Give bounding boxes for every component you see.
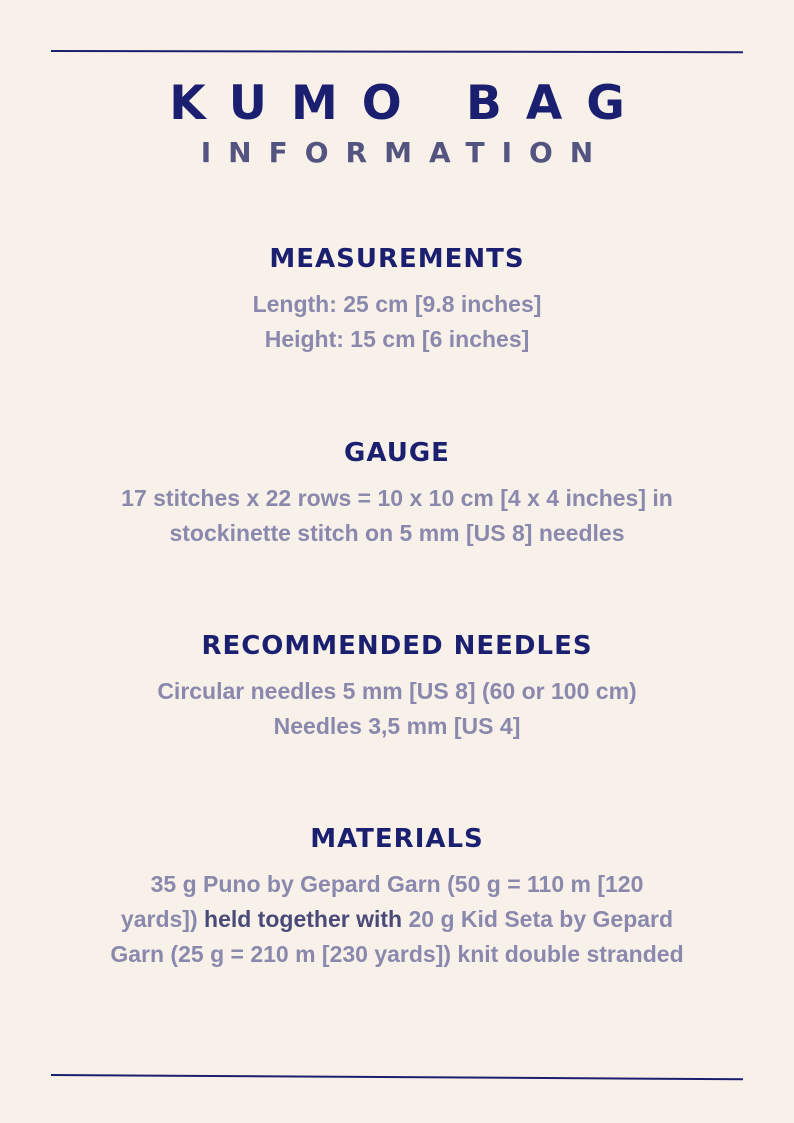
materials-section: [0, 821, 794, 972]
materials-line-2-start: yards]): [120, 906, 198, 932]
top-divider: [51, 50, 743, 53]
materials-line-2: [0, 902, 794, 937]
measurements-heading: MEASUREMENTS: [269, 244, 525, 274]
bottom-divider: [51, 1074, 743, 1080]
gauge-heading: GAUGE: [344, 438, 450, 468]
measurements-height: Height: 15 cm [6 inches]: [264, 326, 530, 352]
materials-line-3: Garn (25 g = 210 m [230 yards]) knit double stranded: [110, 941, 684, 967]
needles-line-2: Needles 3,5 mm [US 4]: [273, 713, 521, 739]
needles-section: [0, 628, 794, 744]
gauge-section: [0, 435, 794, 551]
materials-held-together: held together with: [204, 906, 403, 932]
materials-heading: MATERIALS: [310, 824, 484, 854]
needles-line-1: Circular needles 5 mm [US 8] (60 or 100 cm): [157, 678, 637, 704]
page-subtitle: INFORMATION: [200, 136, 611, 169]
materials-line-1: 35 g Puno by Gepard Garn (50 g = 110 m [120: [150, 871, 644, 897]
needles-heading: RECOMMENDED NEEDLES: [201, 631, 593, 661]
measurements-section: [0, 241, 794, 357]
materials-line-2-end: 20 g Kid Seta by Gepard: [408, 906, 674, 932]
gauge-line-1: 17 stitches x 22 rows = 10 x 10 cm [4 x 4 inches] in: [121, 485, 673, 511]
page-title: KUMO BAG: [169, 76, 649, 131]
gauge-line-2: stockinette stitch on 5 mm [US 8] needles: [169, 520, 625, 546]
measurements-length: Length: 25 cm [9.8 inches]: [252, 291, 542, 317]
